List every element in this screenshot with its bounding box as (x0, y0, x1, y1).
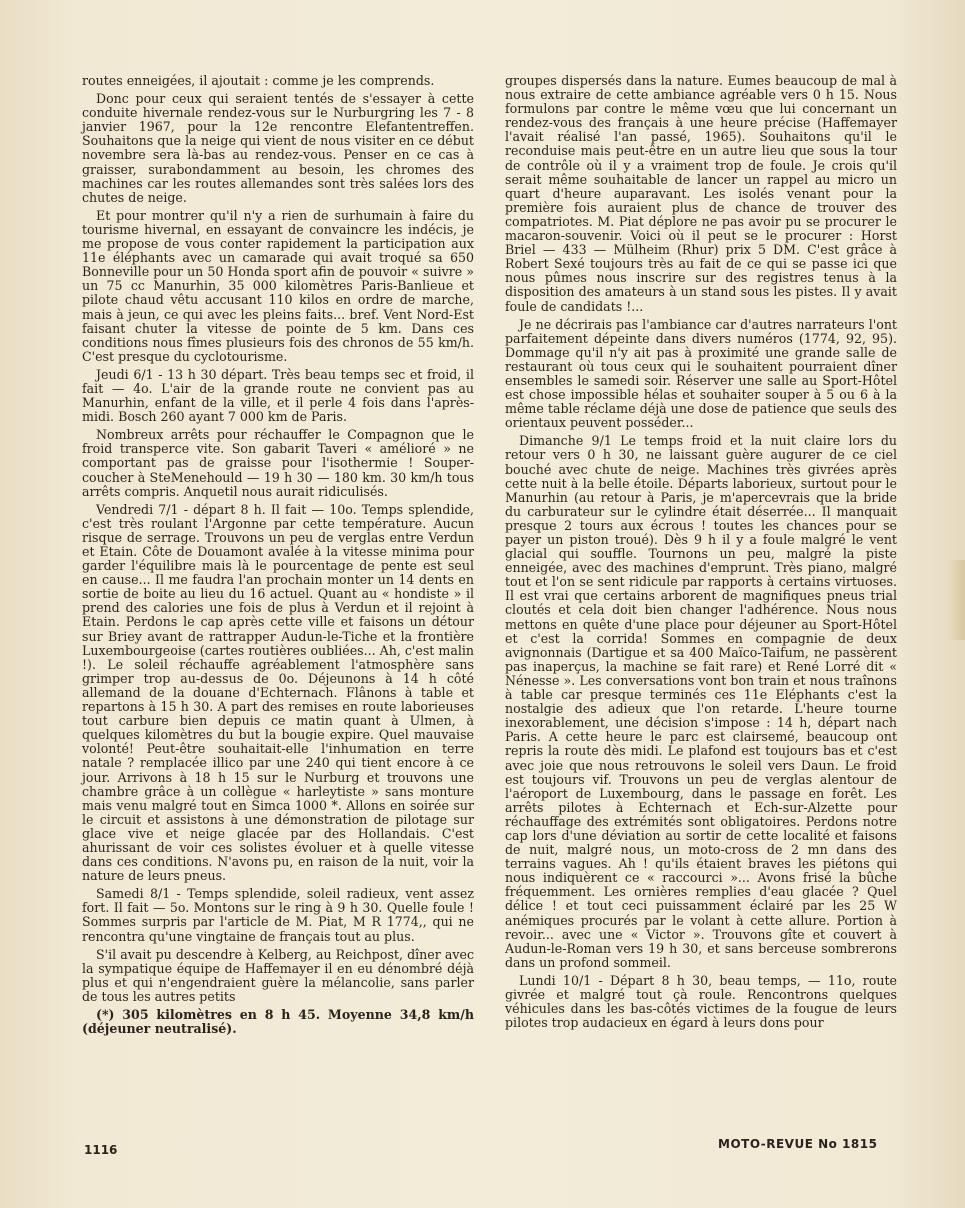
paragraph: Jeudi 6/1 - 13 h 30 départ. Très beau temps sec et froid, il fait — 4o. L'air de la grande route ne convient pas au Manurhin, enfant de la ville, et il perle 4 fois dans l'après-midi. Bosch 260 ayant 7 000 km de Paris. (82, 366, 474, 425)
paragraph: Je ne décrirais pas l'ambiance car d'autres narrateurs l'ont parfaitement dépeinte dans divers numéros (1774, 92, 95). Dommage qu'il n'y ait pas à proximité une grande salle de restaurant où tous ceux qui le souhaitent pourraient dîner ensembles le samedi soir. Réserver une salle au Sport-Hôtel est chose impossible hélas et souhaiter souper à 5 ou 6 à la même table réclame déjà une dose de patience que seuls des orientaux peuvent posséder... (505, 316, 897, 431)
paragraph: Vendredi 7/1 - départ 8 h. Il fait — 10o. Temps splendide, c'est très roulant l'Argonne par cette température. Aucun risque de serrage. Trouvons un peu de verglas entre Verdun et Etain. Côte de Douamont avalée à la vitesse minima pour garder l'équilibre mais là le pourcentage de pente est seul en cause... Il me faudra l'an prochain monter un 14 dents en sortie de boite au lieu du 16 actuel. Quant au « hondiste » il prend des calories une fois de plus à Verdun et il rejoint à Etain. Perdons le cap après cette ville et faisons un détour sur Briey avant de rattrapper Audun-le-Tiche et la frontière Luxembourgeoise (cartes routières oubliées... Ah, c'est malin !). Le soleil réchauffe agréablement l'atmosphère sans grimper trop au-dessus de 0o. Déjeunons à 14 h côté allemand de la douane d'Echternach. Flânons à table et repartons à 15 h 30. A part des remises en route laborieuses tout carbure bien depuis ce matin quant à Ulmen, à quelques kilomètres du but la bougie expire. Quel mauvaise volonté! Peut-être souhaitait-elle l'inhumation en terre natale ? remplacée illico par une 240 qui tient encore à ce jour. Arrivons à 18 h 15 sur le Nurburg et trouvons une chambre grâce à un collègue « harleytiste » sans monture mais venu malgré tout en Simca 1000 *. Allons en soirée sur le circuit et assistons à une démonstration de pilotage sur glace vive et neige glacée par des Hollandais. C'est ahurissant de voir ces solistes évoluer et à quelle vitesse dans ces conditions. N'avons pu, en raison de la nuit, voir la nature de leurs pneus. (82, 501, 474, 884)
right-column (505, 74, 897, 1034)
paragraph: Nombreux arrêts pour réchauffer le Compagnon que le froid transperce vite. Son gabarit Taveri « amélioré » ne comportant pas de graisse pour l'isothermie ! Souper-coucher à SteMenehould — 19 h 30 — 180 km. 30 km/h tous arrêts compris. Anquetil nous aurait ridiculisés. (82, 427, 474, 499)
paper-stain (947, 560, 965, 640)
paragraph: Samedi 8/1 - Temps splendide, soleil radieux, vent assez fort. Il fait — 5o. Montons sur le ring à 9 h 30. Quelle foule ! Sommes surpris par l'article de M. Piat, M R 1774,, qui ne rencontra qu'une vingtaine de français tout au plus. (82, 886, 474, 944)
paragraph: Lundi 10/1 - Départ 8 h 30, beau temps, — 11o, route givrée et malgré tout çà roule. Rencontrons quelques véhicules dans les bas-côtés victimes de la fougue de leurs pilotes trop audacieux en égard à leurs dons pour (505, 972, 897, 1031)
left-column (82, 74, 474, 1040)
footnote: (*) 305 kilomètres en 8 h 45. Moyenne 34,8 km/h (déjeuner neutralisé). (82, 1007, 474, 1037)
paragraph: Dimanche 9/1 Le temps froid et la nuit claire lors du retour vers 0 h 30, ne laissant guère augurer de ce ciel bouché avec chute de neige. Machines très givrées après cette nuit à la belle étoile. Départs laborieux, surtout pour le Manurhin (au retour à Paris, je m'apercevrais que la bride du carburateur sur le cylindre était déserrée... Il manquait presque 2 tours aux écrous ! toutes les chances pour se payer un piston troué). Dès 9 h il y a foule malgré le vent glacial qui souffle. Tournons un peu, malgré la piste enneigée, avec des machines d'emprunt. Très piano, malgré tout et l'on se sent ridicule par rapports à certains virtuoses. Il est vrai que certains arborent de magnifiques pneus trial cloutés et cela doit bien changer l'adhérence. Nous nous mettons en quête d'une place pour déjeuner au Sport-Hôtel et c'est la corrida! Sommes en compagnie de deux avignonnais (Dartigue et sa 400 Maïco-Taifum, ne passèrent pas inaperçus, la machine se fait rare) et René Lorré dit « Nénesse ». Les conversations vont bon train et nous traînons à table car presque terminés ces 11e Eléphants c'est la nostalgie des adieux que l'on retarde. L'heure tourne inexorablement, une décision s'impose : 14 h, départ nach Paris. A cette heure le parc est clairsemé, beaucoup ont repris la route dès midi. Le plafond est toujours bas et c'est avec joie que nous retrouvons le soleil vers Daun. Le froid est toujours vif. Trouvons un peu de verglas alentour de l'aéroport de Luxembourg, dans le passage en forêt. Les arrêts pilotes à Echternach et Ech-sur-Alzette pour réchauffage des extrémités sont obligatoires. Perdons notre cap lors d'une déviation au sortir de cette localité et faisons de nuit, malgré nous, un moto-cross de 2 mn dans des terrains vagues. Ah ! qu'ils étaient braves les piétons qui nous indiquèrent ce « raccourci »... Avons frisé la bûche fréquemment. Les ornières remplies d'eau glacée ? Quel délice ! et tout ceci puissamment éclairé par les 25 W anémiques procurés par le volant à cette allure. Portion à revoir... avec une « Victor ». Trouvons gîte et couvert à Audun-le-Roman vers 19 h 30, et sans berceuse sombrerons dans un profond sommeil. (505, 433, 897, 970)
page-number: 1116 (84, 1143, 118, 1157)
paragraph: Et pour montrer qu'il n'y a rien de surhumain à faire du tourisme hivernal, en essayant de convaincre les indécis, je me propose de vous conter rapidement la participation aux 11e éléphants avec un camarade qui avait troqué sa 650 Bonneville pour un 50 Honda sport afin de pouvoir « suivre » un 75 cc Manurhin, 35 000 kilomètres Paris-Banlieue et pilote chaud vêtu accusant 110 kilos en ordre de marche, mais à jeun, ce qui avec les pleins faits... bref. Vent Nord-Est faisant chuter la vitesse de pointe de 5 km. Dans ces conditions nous fîmes plusieurs fois des chronos de 55 km/h. C'est presque du cyclotourisme. (82, 207, 474, 364)
paragraph: S'il avait pu descendre à Kelberg, au Reichpost, dîner avec la sympatique équipe de Haffemayer il en eu dénombré déjà plus et qui n'engendraient guère la mélancolie, sans parler de tous les autres petits (82, 946, 474, 1004)
paragraph: routes enneigées, il ajoutait : comme je les comprends. (82, 73, 435, 88)
paragraph: groupes dispersés dans la nature. Eumes beaucoup de mal à nous extraire de cette ambiance agréable vers 0 h 15. Nous formulons par contre le même vœu que lui concernant un rendez-vous des français à une heure précise (Haffemayer l'avait réalisé l'an passé, 1965). Souhaitons qu'il le reconduise mais peut-être en un autre lieu que sous la tour de contrôle où il y a vraiment trop de foule. Je crois qu'il serait même souhaitable de lancer un rappel au micro un quart d'heure auparavant. Les isolés venant pour la première fois auraient plus de chance de trouver des compatriotes. M. Piat déplore ne pas avoir pu se procurer le macaron-souvenir. Voici où il peut se le procurer : Horst Briel — 433 — Mülheim (Rhur) prix 5 DM. C'est grâce à Robert Sexé toujours très au fait de ce qui se passe ici que nous pûmes nous inscrire sur des registres tenus à la disposition des amateurs à un stand sous les pistes. Il y avait foule de candidats !... (505, 73, 897, 314)
paragraph: Donc pour ceux qui seraient tentés de s'essayer à cette conduite hivernale rendez-vous sur le Nurburgring les 7 - 8 janvier 1967, pour la 12e rencontre Elefantentreffen. Souhaitons que la neige qui vient de nous visiter en ce début novembre sera là-bas au rendez-vous. Penser en ce cas à graisser, surabondamment au besoin, les chromes des machines car les routes allemandes sont très salées lors des chutes de neige. (82, 91, 474, 205)
magazine-folio: MOTO-REVUE No 1815 (718, 1137, 878, 1151)
